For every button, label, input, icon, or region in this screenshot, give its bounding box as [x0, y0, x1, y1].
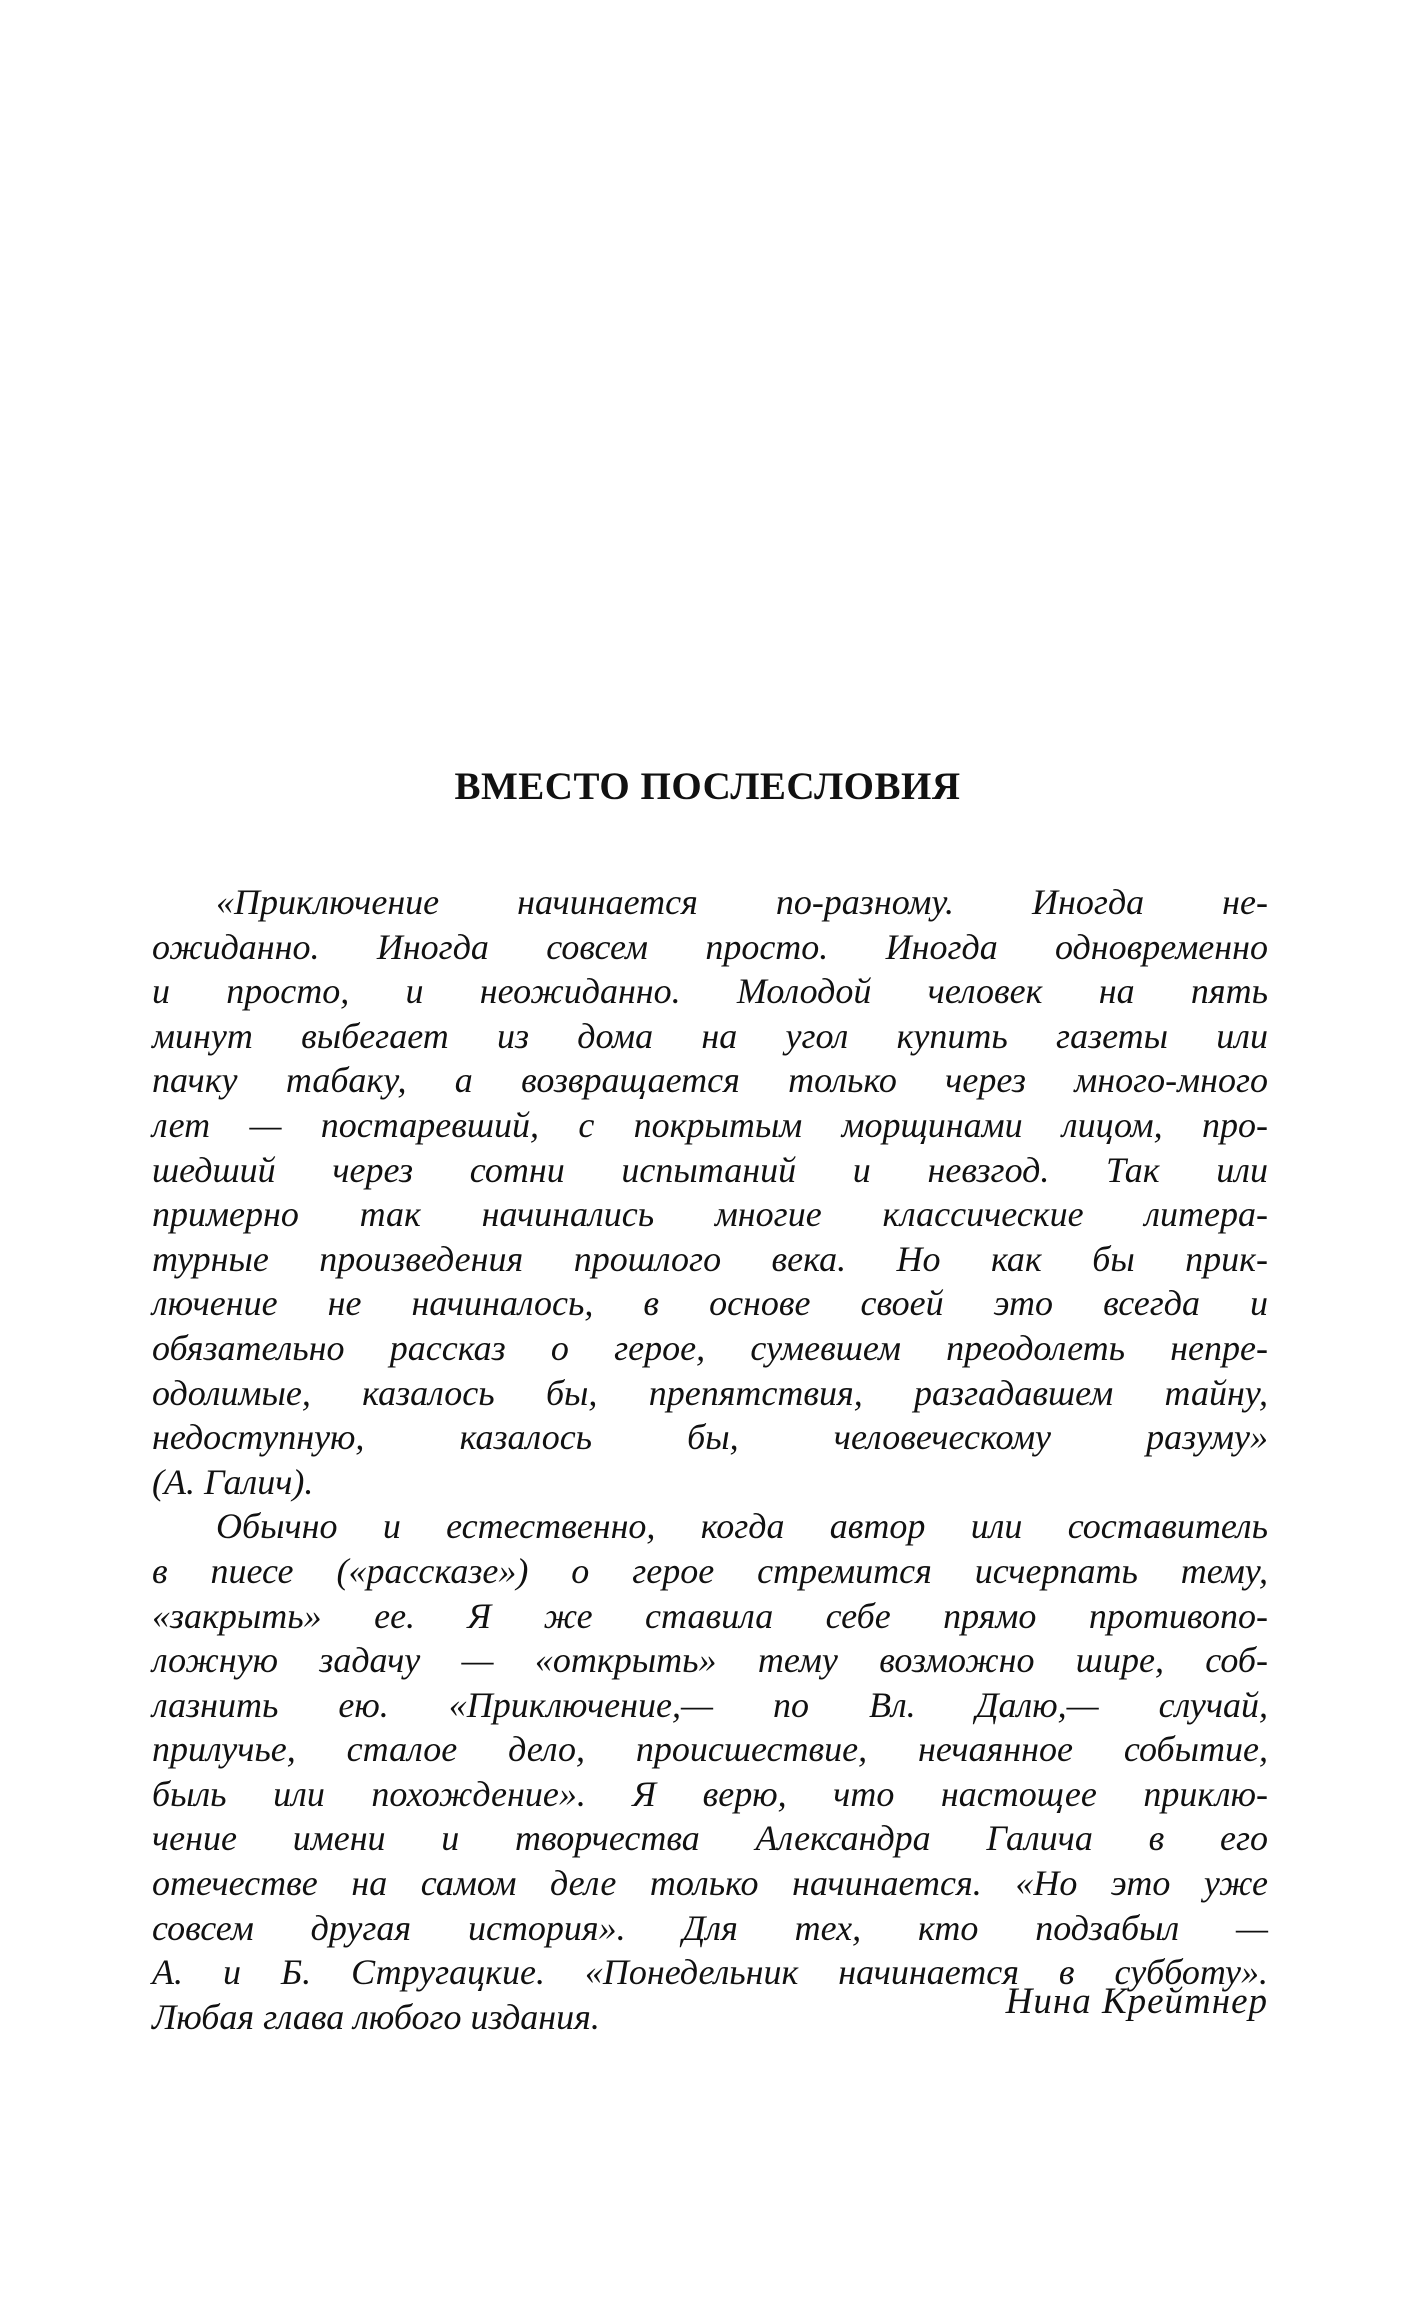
- chapter-heading: ВМЕСТО ПОСЛЕСЛОВИЯ: [454, 765, 961, 808]
- text-line: Любая глава любого издания.: [152, 1996, 600, 2037]
- text-line: шедший через сотни испытаний и невзгод. Так или: [152, 1149, 1268, 1190]
- text-line: пачку табаку, а возвращается только через много-много: [152, 1060, 1268, 1101]
- text-line: чение имени и творчества Александра Галича в его: [152, 1818, 1268, 1859]
- text-line: «закрыть» ее. Я же ставила себе прямо противопо-: [152, 1595, 1268, 1636]
- text-line: турные произведения прошлого века. Но как бы прик-: [152, 1238, 1268, 1279]
- text-line: «Приключение начинается по-разному. Иногда не-: [216, 882, 1268, 922]
- text-line: недоступную, казалось бы, человеческому разуму»: [152, 1417, 1268, 1458]
- text-line: совсем другая история». Для тех, кто подзабыл —: [152, 1907, 1268, 1948]
- text-line: лючение не начиналось, в основе своей это всегда и: [152, 1283, 1268, 1324]
- text-line: в пиесе («рассказе») о герое стремится исчерпать тему,: [152, 1550, 1268, 1591]
- text-line: ложную задачу — «открыть» тему возможно шире, соб-: [152, 1640, 1268, 1681]
- text-line: лазнить ею. «Приключение,— по Вл. Далю,— случай,: [152, 1684, 1268, 1725]
- text-line: А. и Б. Стругацкие. «Понедельник начинается в субботу».: [152, 1952, 1268, 1993]
- text-line: ожиданно. Иногда совсем просто. Иногда одновременно: [152, 926, 1268, 967]
- text-line: одолимые, казалось бы, препятствия, разгадавшем тайну,: [152, 1372, 1268, 1413]
- text-line: отечестве на самом деле только начинается. «Но это уже: [152, 1863, 1268, 1904]
- text-line: (А. Галич).: [152, 1461, 314, 1502]
- text-line: лет — постаревший, с покрытым морщинами лицом, про-: [152, 1104, 1268, 1145]
- afterword-text: [152, 880, 1268, 2039]
- text-line: обязательно рассказ о герое, сумевшем преодолеть непре-: [152, 1327, 1268, 1368]
- text-line: примерно так начинались многие классические литера-: [152, 1194, 1268, 1235]
- text-line: минут выбегает из дома на угол купить газеты или: [152, 1015, 1268, 1056]
- text-line: и просто, и неожиданно. Молодой человек на пять: [152, 971, 1268, 1012]
- text-line: прилучье, сталое дело, происшествие, нечаянное событие,: [152, 1729, 1268, 1770]
- author-signature: Нина Крейтнер: [1005, 1981, 1268, 2022]
- text-line: Обычно и естественно, когда автор или составитель: [216, 1506, 1268, 1547]
- text-line: быль или похождение». Я верю, что настощее приклю-: [152, 1773, 1268, 1814]
